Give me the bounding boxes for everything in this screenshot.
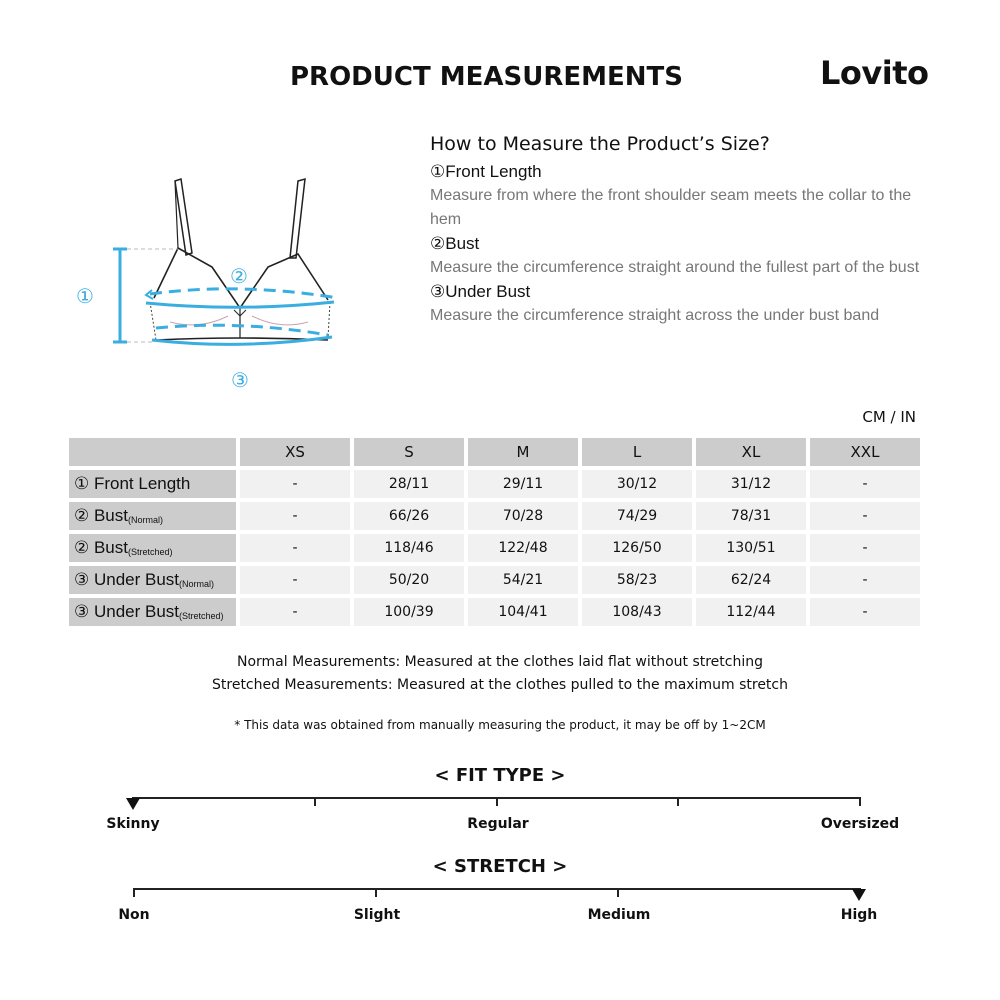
table-cell: 104/41 bbox=[468, 598, 578, 626]
note-normal: Normal Measurements: Measured at the clothes laid flat without stretching bbox=[237, 654, 763, 670]
table-cell: 118/46 bbox=[354, 534, 464, 562]
table-cell: 74/29 bbox=[582, 502, 692, 530]
table-cell: 122/48 bbox=[468, 534, 578, 562]
row-label bbox=[69, 470, 236, 498]
column-header: M bbox=[468, 438, 578, 466]
table-cell: 78/31 bbox=[696, 502, 806, 530]
table-cell: - bbox=[240, 566, 350, 594]
howto-item-title: ②Bust bbox=[430, 234, 480, 253]
table-row bbox=[69, 534, 924, 562]
table-header-row bbox=[69, 438, 924, 466]
fit-label-regular: Regular bbox=[467, 816, 529, 832]
table-cell: 28/11 bbox=[354, 470, 464, 498]
stretch-label-medium: Medium bbox=[587, 907, 651, 923]
table-cell: 62/24 bbox=[696, 566, 806, 594]
table-cell: - bbox=[810, 598, 920, 626]
fit-label-skinny: Skinny bbox=[106, 816, 160, 832]
table-cell: 70/28 bbox=[468, 502, 578, 530]
table-cell: - bbox=[810, 470, 920, 498]
row-label-qualifier: (Normal) bbox=[127, 514, 163, 525]
howto-item-description: Measure the circumference straight around the fullest part of the bust bbox=[430, 259, 920, 276]
table-cell: 66/26 bbox=[354, 502, 464, 530]
table-cell: - bbox=[240, 470, 350, 498]
fit-label-oversized: Oversized bbox=[820, 816, 900, 832]
table-cell: - bbox=[240, 598, 350, 626]
row-label bbox=[69, 598, 236, 626]
column-header: XXL bbox=[810, 438, 920, 466]
size-table bbox=[69, 438, 924, 630]
column-header: S bbox=[354, 438, 464, 466]
table-row bbox=[69, 502, 924, 530]
marker-bust: ② bbox=[230, 264, 248, 288]
scale-tick bbox=[677, 798, 679, 806]
table-cell: 30/12 bbox=[582, 470, 692, 498]
bra-measurement-diagram bbox=[60, 160, 420, 400]
column-header: XL bbox=[696, 438, 806, 466]
measurement-notes bbox=[0, 651, 1000, 697]
table-cell: 31/12 bbox=[696, 470, 806, 498]
marker-under-bust: ③ bbox=[231, 368, 249, 392]
row-label-text: ② Bust bbox=[74, 506, 128, 525]
howto-item bbox=[430, 160, 920, 232]
page-title: PRODUCT MEASUREMENTS bbox=[290, 62, 683, 92]
table-cell: - bbox=[810, 502, 920, 530]
fit-type-title: < FIT TYPE > bbox=[434, 765, 566, 786]
scale-tick bbox=[496, 798, 498, 806]
row-label-qualifier: (Stretched) bbox=[179, 610, 224, 621]
table-row bbox=[69, 470, 924, 498]
howto-item-description: Measure from where the front shoulder seam meets the collar to the hem bbox=[430, 187, 912, 228]
brand-logo: Lovito bbox=[820, 54, 929, 92]
row-label-text: ① Front Length bbox=[74, 474, 191, 493]
table-cell: 108/43 bbox=[582, 598, 692, 626]
row-label bbox=[69, 566, 236, 594]
stretch-label-slight: Slight bbox=[353, 907, 401, 923]
scale-tick bbox=[314, 798, 316, 806]
howto-item-title: ③Under Bust bbox=[430, 282, 531, 301]
stretch-scale-line bbox=[133, 888, 861, 890]
howto-item bbox=[430, 232, 920, 280]
fit-type-selected-marker-icon bbox=[126, 798, 140, 810]
marker-front-length: ① bbox=[76, 284, 94, 308]
stretch-label-non: Non bbox=[118, 907, 150, 923]
howto-item-title: ①Front Length bbox=[430, 162, 542, 181]
scale-tick bbox=[617, 889, 619, 897]
table-cell: - bbox=[810, 534, 920, 562]
table-row bbox=[69, 566, 924, 594]
scale-tick bbox=[375, 889, 377, 897]
howto-item bbox=[430, 280, 920, 328]
table-cell: - bbox=[810, 566, 920, 594]
table-cell: 130/51 bbox=[696, 534, 806, 562]
table-cell: 54/21 bbox=[468, 566, 578, 594]
row-label-text: ③ Under Bust bbox=[74, 570, 180, 589]
unit-label: CM / IN bbox=[862, 408, 916, 426]
stretch-title: < STRETCH > bbox=[432, 856, 568, 877]
table-cell: 100/39 bbox=[354, 598, 464, 626]
scale-tick bbox=[859, 798, 861, 806]
table-cell: 126/50 bbox=[582, 534, 692, 562]
row-label-qualifier: (Stretched) bbox=[127, 546, 173, 557]
column-header: XS bbox=[240, 438, 350, 466]
table-cell: 50/20 bbox=[354, 566, 464, 594]
row-label bbox=[69, 502, 236, 530]
how-to-measure-title: How to Measure the Product’s Size? bbox=[430, 133, 770, 155]
stretch-selected-marker-icon bbox=[852, 889, 866, 901]
table-cell: - bbox=[240, 502, 350, 530]
scale-tick bbox=[133, 889, 135, 897]
howto-item-description: Measure the circumference straight across the under bust band bbox=[430, 307, 880, 324]
table-cell: - bbox=[240, 534, 350, 562]
table-row bbox=[69, 598, 924, 626]
table-cell: 58/23 bbox=[582, 566, 692, 594]
row-label-text: ② Bust bbox=[74, 538, 128, 557]
how-to-measure-section bbox=[430, 130, 920, 328]
row-label bbox=[69, 534, 236, 562]
row-label-text: ③ Under Bust bbox=[74, 602, 180, 621]
column-header: L bbox=[582, 438, 692, 466]
disclaimer: * This data was obtained from manually measuring the product, it may be off by 1~2CM bbox=[234, 718, 766, 732]
table-cell: 29/11 bbox=[468, 470, 578, 498]
note-stretched: Stretched Measurements: Measured at the clothes pulled to the maximum stretch bbox=[212, 677, 788, 693]
table-cell: 112/44 bbox=[696, 598, 806, 626]
table-corner-cell bbox=[69, 438, 236, 466]
row-label-qualifier: (Normal) bbox=[179, 578, 215, 589]
stretch-label-high: High bbox=[840, 907, 878, 923]
